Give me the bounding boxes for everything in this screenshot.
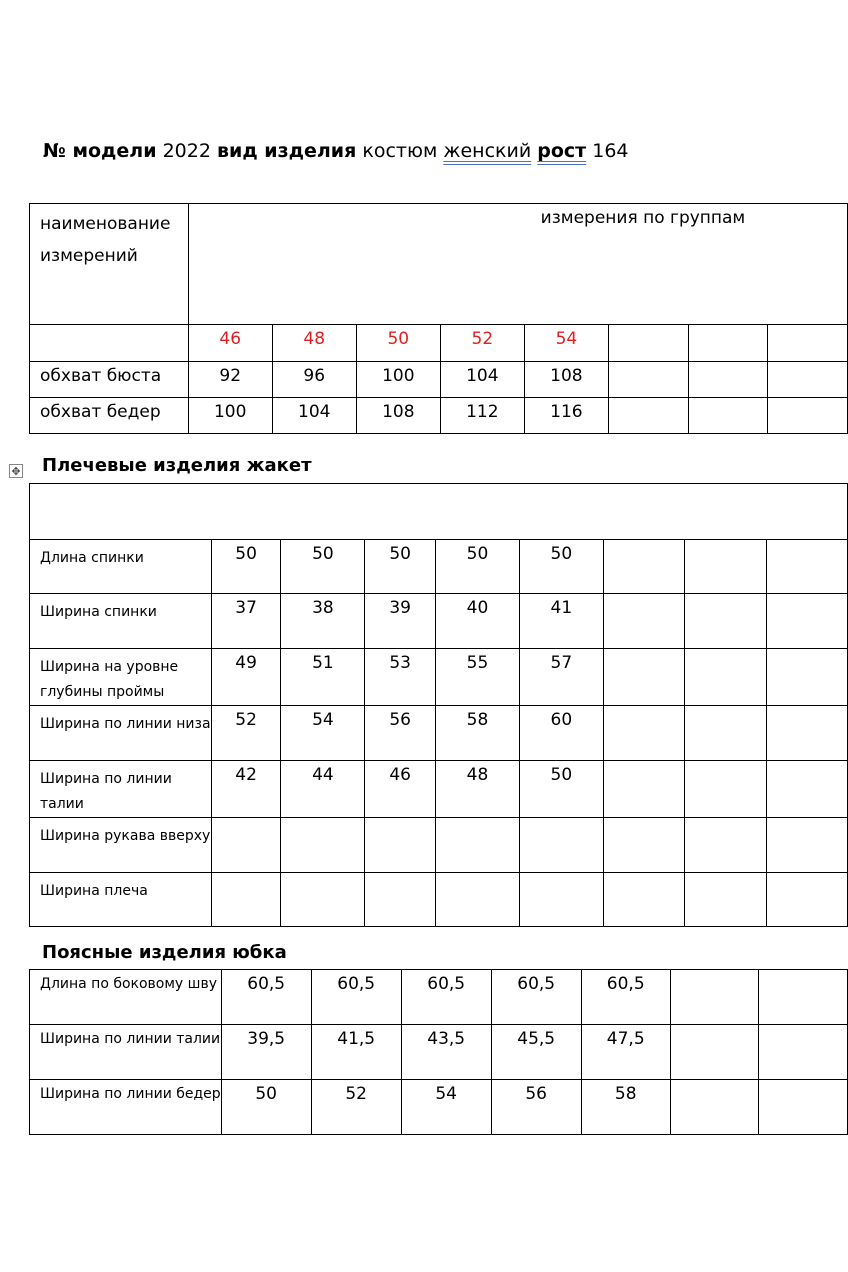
value-cell xyxy=(768,362,848,398)
value-cell xyxy=(670,970,759,1025)
value-cell xyxy=(670,1080,759,1135)
value-cell xyxy=(766,649,847,706)
height-label: рост xyxy=(537,140,587,162)
value-cell: 60,5 xyxy=(311,970,401,1025)
value-cell xyxy=(685,706,766,761)
row-label: обхват бедер xyxy=(30,398,189,434)
row-label: Ширина на уровне глубины проймы xyxy=(30,649,212,706)
table-row xyxy=(30,1025,848,1080)
value-cell xyxy=(766,873,847,927)
type-value-1: костюм xyxy=(362,140,438,162)
value-cell: 57 xyxy=(519,649,603,706)
value-cell xyxy=(603,873,684,927)
value-cell xyxy=(688,398,768,434)
table-row xyxy=(30,540,848,594)
size-cell: 48 xyxy=(272,325,356,362)
value-cell: 56 xyxy=(365,706,436,761)
value-cell: 104 xyxy=(272,398,356,434)
value-cell: 92 xyxy=(188,362,272,398)
value-cell: 55 xyxy=(436,649,520,706)
value-cell xyxy=(759,970,848,1025)
table-row xyxy=(30,1080,848,1135)
value-cell xyxy=(608,362,688,398)
table-row xyxy=(30,594,848,649)
row-label: обхват бюста xyxy=(30,362,189,398)
value-cell: 60,5 xyxy=(401,970,491,1025)
table-row xyxy=(30,818,848,873)
value-cell: 50 xyxy=(365,540,436,594)
value-cell xyxy=(766,761,847,818)
value-cell xyxy=(603,761,684,818)
measurements-table xyxy=(29,203,848,434)
value-cell: 58 xyxy=(436,706,520,761)
value-cell xyxy=(603,818,684,873)
value-cell xyxy=(519,818,603,873)
value-cell: 37 xyxy=(211,594,281,649)
value-cell: 48 xyxy=(436,761,520,818)
row-label: Длина по боковому шву xyxy=(30,970,222,1025)
value-cell xyxy=(670,1025,759,1080)
value-cell: 44 xyxy=(281,761,365,818)
measurement-name-header: наименование измерений xyxy=(30,204,189,325)
value-cell: 50 xyxy=(281,540,365,594)
value-cell xyxy=(365,818,436,873)
row-label: Ширина спинки xyxy=(30,594,212,649)
value-cell: 53 xyxy=(365,649,436,706)
group-measurements-header: измерения по группам xyxy=(188,204,847,325)
value-cell: 45,5 xyxy=(491,1025,581,1080)
value-cell xyxy=(281,818,365,873)
height-value: 164 xyxy=(592,140,629,162)
value-cell: 60,5 xyxy=(221,970,311,1025)
value-cell: 42 xyxy=(211,761,281,818)
value-cell: 96 xyxy=(272,362,356,398)
value-cell xyxy=(365,873,436,927)
value-cell: 50 xyxy=(221,1080,311,1135)
row-label: Ширина по линии низа xyxy=(30,706,212,761)
table-row xyxy=(30,706,848,761)
value-cell xyxy=(685,761,766,818)
value-cell xyxy=(766,818,847,873)
value-cell: 54 xyxy=(401,1080,491,1135)
value-cell: 56 xyxy=(491,1080,581,1135)
value-cell xyxy=(759,1080,848,1135)
table-row xyxy=(30,362,848,398)
value-cell xyxy=(685,873,766,927)
row-label: Ширина по линии талии xyxy=(30,1025,222,1080)
value-cell: 100 xyxy=(356,362,440,398)
value-cell: 52 xyxy=(211,706,281,761)
model-value: 2022 xyxy=(162,140,211,162)
value-cell: 49 xyxy=(211,649,281,706)
size-cell: 52 xyxy=(440,325,524,362)
value-cell: 54 xyxy=(281,706,365,761)
value-cell: 47,5 xyxy=(581,1025,670,1080)
value-cell: 112 xyxy=(440,398,524,434)
table-row xyxy=(30,970,848,1025)
value-cell xyxy=(603,540,684,594)
row-label: Ширина по линии талии xyxy=(30,761,212,818)
table-row xyxy=(30,761,848,818)
value-cell xyxy=(603,706,684,761)
value-cell xyxy=(436,873,520,927)
value-cell xyxy=(281,873,365,927)
value-cell xyxy=(685,594,766,649)
document-header xyxy=(43,140,629,162)
value-cell xyxy=(685,540,766,594)
value-cell: 50 xyxy=(211,540,281,594)
skirt-table xyxy=(29,969,848,1135)
value-cell: 50 xyxy=(519,540,603,594)
value-cell xyxy=(766,594,847,649)
value-cell xyxy=(759,1025,848,1080)
value-cell: 39 xyxy=(365,594,436,649)
table-move-handle-icon[interactable]: ✥ xyxy=(9,464,23,478)
size-cell: 46 xyxy=(188,325,272,362)
value-cell: 60 xyxy=(519,706,603,761)
value-cell xyxy=(436,818,520,873)
value-cell: 108 xyxy=(524,362,608,398)
value-cell xyxy=(688,362,768,398)
table-row xyxy=(30,873,848,927)
value-cell xyxy=(211,873,281,927)
value-cell: 38 xyxy=(281,594,365,649)
value-cell: 50 xyxy=(436,540,520,594)
table-row xyxy=(30,398,848,434)
table-row xyxy=(30,649,848,706)
value-cell: 46 xyxy=(365,761,436,818)
value-cell: 100 xyxy=(188,398,272,434)
value-cell xyxy=(603,649,684,706)
value-cell: 104 xyxy=(440,362,524,398)
value-cell: 108 xyxy=(356,398,440,434)
value-cell: 41,5 xyxy=(311,1025,401,1080)
row-label: Ширина плеча xyxy=(30,873,212,927)
jacket-header-row xyxy=(30,484,848,540)
row-label: Длина спинки xyxy=(30,540,212,594)
jacket-table xyxy=(29,483,848,927)
size-cell xyxy=(608,325,688,362)
value-cell: 51 xyxy=(281,649,365,706)
row-label: Ширина рукава вверху xyxy=(30,818,212,873)
value-cell xyxy=(608,398,688,434)
value-cell xyxy=(603,594,684,649)
size-cell: 50 xyxy=(356,325,440,362)
value-cell: 52 xyxy=(311,1080,401,1135)
value-cell: 50 xyxy=(519,761,603,818)
value-cell: 39,5 xyxy=(221,1025,311,1080)
value-cell: 58 xyxy=(581,1080,670,1135)
value-cell: 41 xyxy=(519,594,603,649)
value-cell xyxy=(768,398,848,434)
value-cell: 116 xyxy=(524,398,608,434)
size-cell xyxy=(688,325,768,362)
value-cell xyxy=(685,818,766,873)
value-cell xyxy=(519,873,603,927)
model-label: № модели xyxy=(43,140,157,162)
type-label: вид изделия xyxy=(216,140,357,162)
value-cell: 60,5 xyxy=(581,970,670,1025)
value-cell: 60,5 xyxy=(491,970,581,1025)
skirt-section-title: Поясные изделия юбка xyxy=(42,942,287,963)
value-cell xyxy=(766,706,847,761)
value-cell xyxy=(766,540,847,594)
row-label: Ширина по линии бедер xyxy=(30,1080,222,1135)
value-cell: 40 xyxy=(436,594,520,649)
type-value-2: женский xyxy=(443,140,532,162)
size-cell xyxy=(768,325,848,362)
size-row-label xyxy=(30,325,189,362)
value-cell: 43,5 xyxy=(401,1025,491,1080)
jacket-section-title: Плечевые изделия жакет xyxy=(42,455,312,476)
size-cell: 54 xyxy=(524,325,608,362)
value-cell xyxy=(211,818,281,873)
value-cell xyxy=(685,649,766,706)
